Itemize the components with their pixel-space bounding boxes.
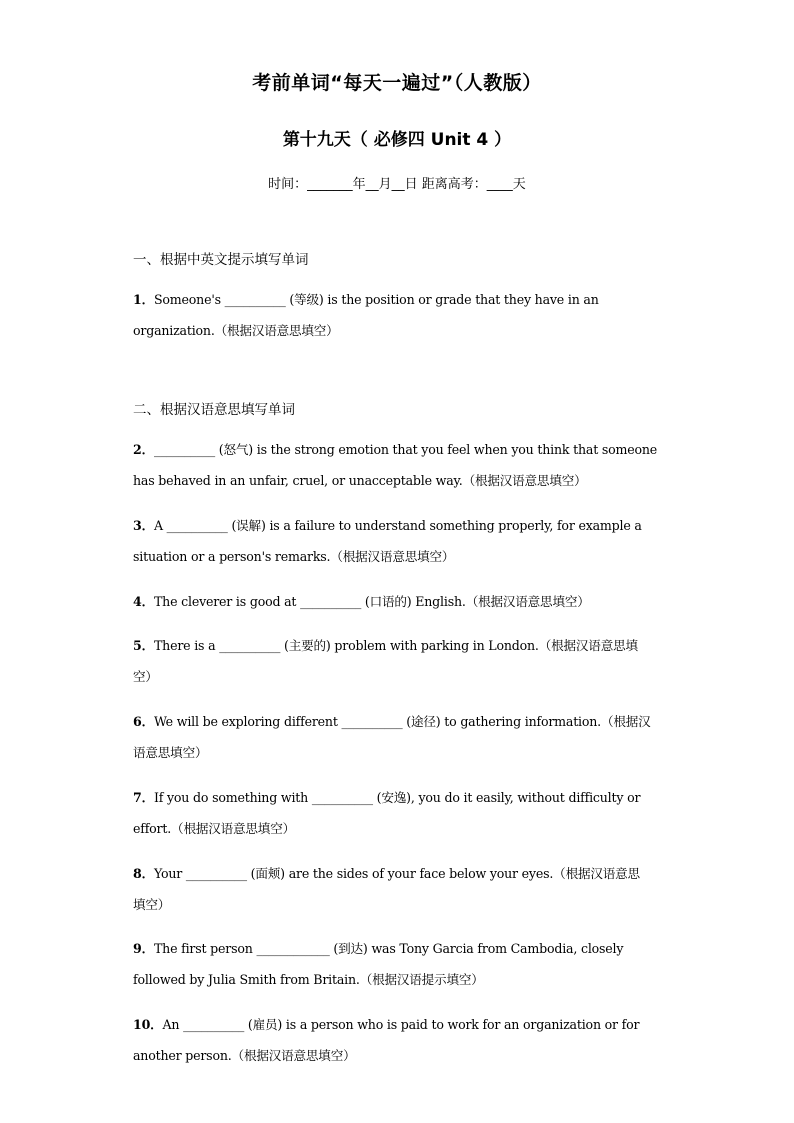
question-number: 1． bbox=[133, 292, 154, 307]
question-text: situation or a person's remarks. bbox=[133, 549, 331, 564]
question-text: There is a __________ (主要的) problem with parking in London. bbox=[153, 638, 539, 653]
question-6-line-2 bbox=[133, 742, 673, 761]
question-text: A __________ (误解) is a failure to understand something properly, for example a bbox=[153, 518, 642, 533]
question-text: Your __________ (面颊) are the sides of your face below your eyes. bbox=[153, 866, 554, 881]
question-2-line-1 bbox=[133, 439, 673, 458]
question-hint: 语意思填空） bbox=[133, 745, 208, 760]
question-text: An __________ (雇员) is a person who is paid to work for an organization or for bbox=[162, 1017, 640, 1032]
question-hint: （根据汉语意思填空） bbox=[465, 594, 590, 609]
question-2-line-2 bbox=[133, 470, 673, 489]
question-8-line-2 bbox=[133, 894, 673, 913]
question-10-line-2 bbox=[133, 1045, 673, 1064]
question-number: 7． bbox=[133, 790, 154, 805]
question-1-line-1 bbox=[133, 289, 673, 308]
question-9-line-2 bbox=[133, 969, 673, 988]
question-text: organization. bbox=[133, 323, 215, 338]
section-heading-2: 二、根据汉语意思填写单词 bbox=[133, 402, 295, 418]
question-text: Someone's __________ (等级) is the position or grade that they have in an bbox=[153, 292, 599, 307]
question-4-line-1 bbox=[133, 591, 673, 610]
question-number: 4． bbox=[133, 594, 154, 609]
question-6-line-1 bbox=[133, 711, 673, 730]
question-hint: （根据汉语意思 bbox=[553, 866, 640, 881]
question-text: __________ (怒气) is the strong emotion that you feel when you think that someone bbox=[153, 442, 658, 457]
question-hint: （根据汉语提示填空） bbox=[359, 972, 484, 987]
question-number: 2． bbox=[133, 442, 154, 457]
question-number: 10． bbox=[133, 1017, 163, 1032]
question-5-line-1 bbox=[133, 635, 673, 654]
question-3-line-2 bbox=[133, 546, 673, 565]
question-hint: （根据汉语意思填空） bbox=[171, 821, 295, 836]
question-hint: （根据汉语意思填空） bbox=[330, 549, 455, 564]
question-1-line-2 bbox=[133, 320, 673, 339]
date-line: 时间：_______年__月__日 距离高考：____天 bbox=[268, 177, 526, 192]
question-hint: （根据汉语意思填空） bbox=[231, 1048, 356, 1063]
question-text: another person. bbox=[133, 1048, 232, 1063]
question-number: 5． bbox=[133, 638, 154, 653]
question-text: If you do something with __________ (安逸), you do it easily, without difficulty or bbox=[153, 790, 641, 805]
question-text: has behaved in an unfair, cruel, or unacceptable way. bbox=[133, 473, 463, 488]
question-8-line-1 bbox=[133, 863, 673, 882]
question-7-line-1 bbox=[133, 787, 673, 806]
question-3-line-1 bbox=[133, 515, 673, 534]
question-hint: 填空） bbox=[133, 897, 171, 912]
question-text: The cleverer is good at __________ (口语的) English. bbox=[153, 594, 466, 609]
question-number: 3． bbox=[133, 518, 154, 533]
question-hint: 空） bbox=[133, 669, 158, 684]
question-hint: （根据汉 bbox=[600, 714, 651, 729]
question-number: 6． bbox=[133, 714, 154, 729]
page-subtitle: 第十九天（ 必修四 Unit 4 ） bbox=[282, 130, 512, 150]
question-7-line-2 bbox=[133, 818, 673, 837]
question-text: followed by Julia Smith from Britain. bbox=[133, 972, 360, 987]
question-text: effort. bbox=[133, 821, 172, 836]
question-number: 8． bbox=[133, 866, 154, 881]
question-text: The first person ____________ (到达) was Tony Garcia from Cambodia, closely bbox=[153, 941, 624, 956]
question-hint: （根据汉语意思填 bbox=[538, 638, 638, 653]
section-heading-1: 一、根据中英文提示填写单词 bbox=[133, 252, 309, 268]
question-text: We will be exploring different __________ (途径) to gathering information. bbox=[153, 714, 601, 729]
question-9-line-1 bbox=[133, 938, 673, 957]
question-5-line-2 bbox=[133, 666, 673, 685]
question-hint: （根据汉语意思填空） bbox=[462, 473, 587, 488]
page-title: 考前单词“每天一遍过”（人教版） bbox=[252, 72, 542, 94]
question-10-line-1 bbox=[133, 1014, 673, 1033]
question-number: 9． bbox=[133, 941, 154, 956]
question-hint: （根据汉语意思填空） bbox=[214, 323, 339, 338]
